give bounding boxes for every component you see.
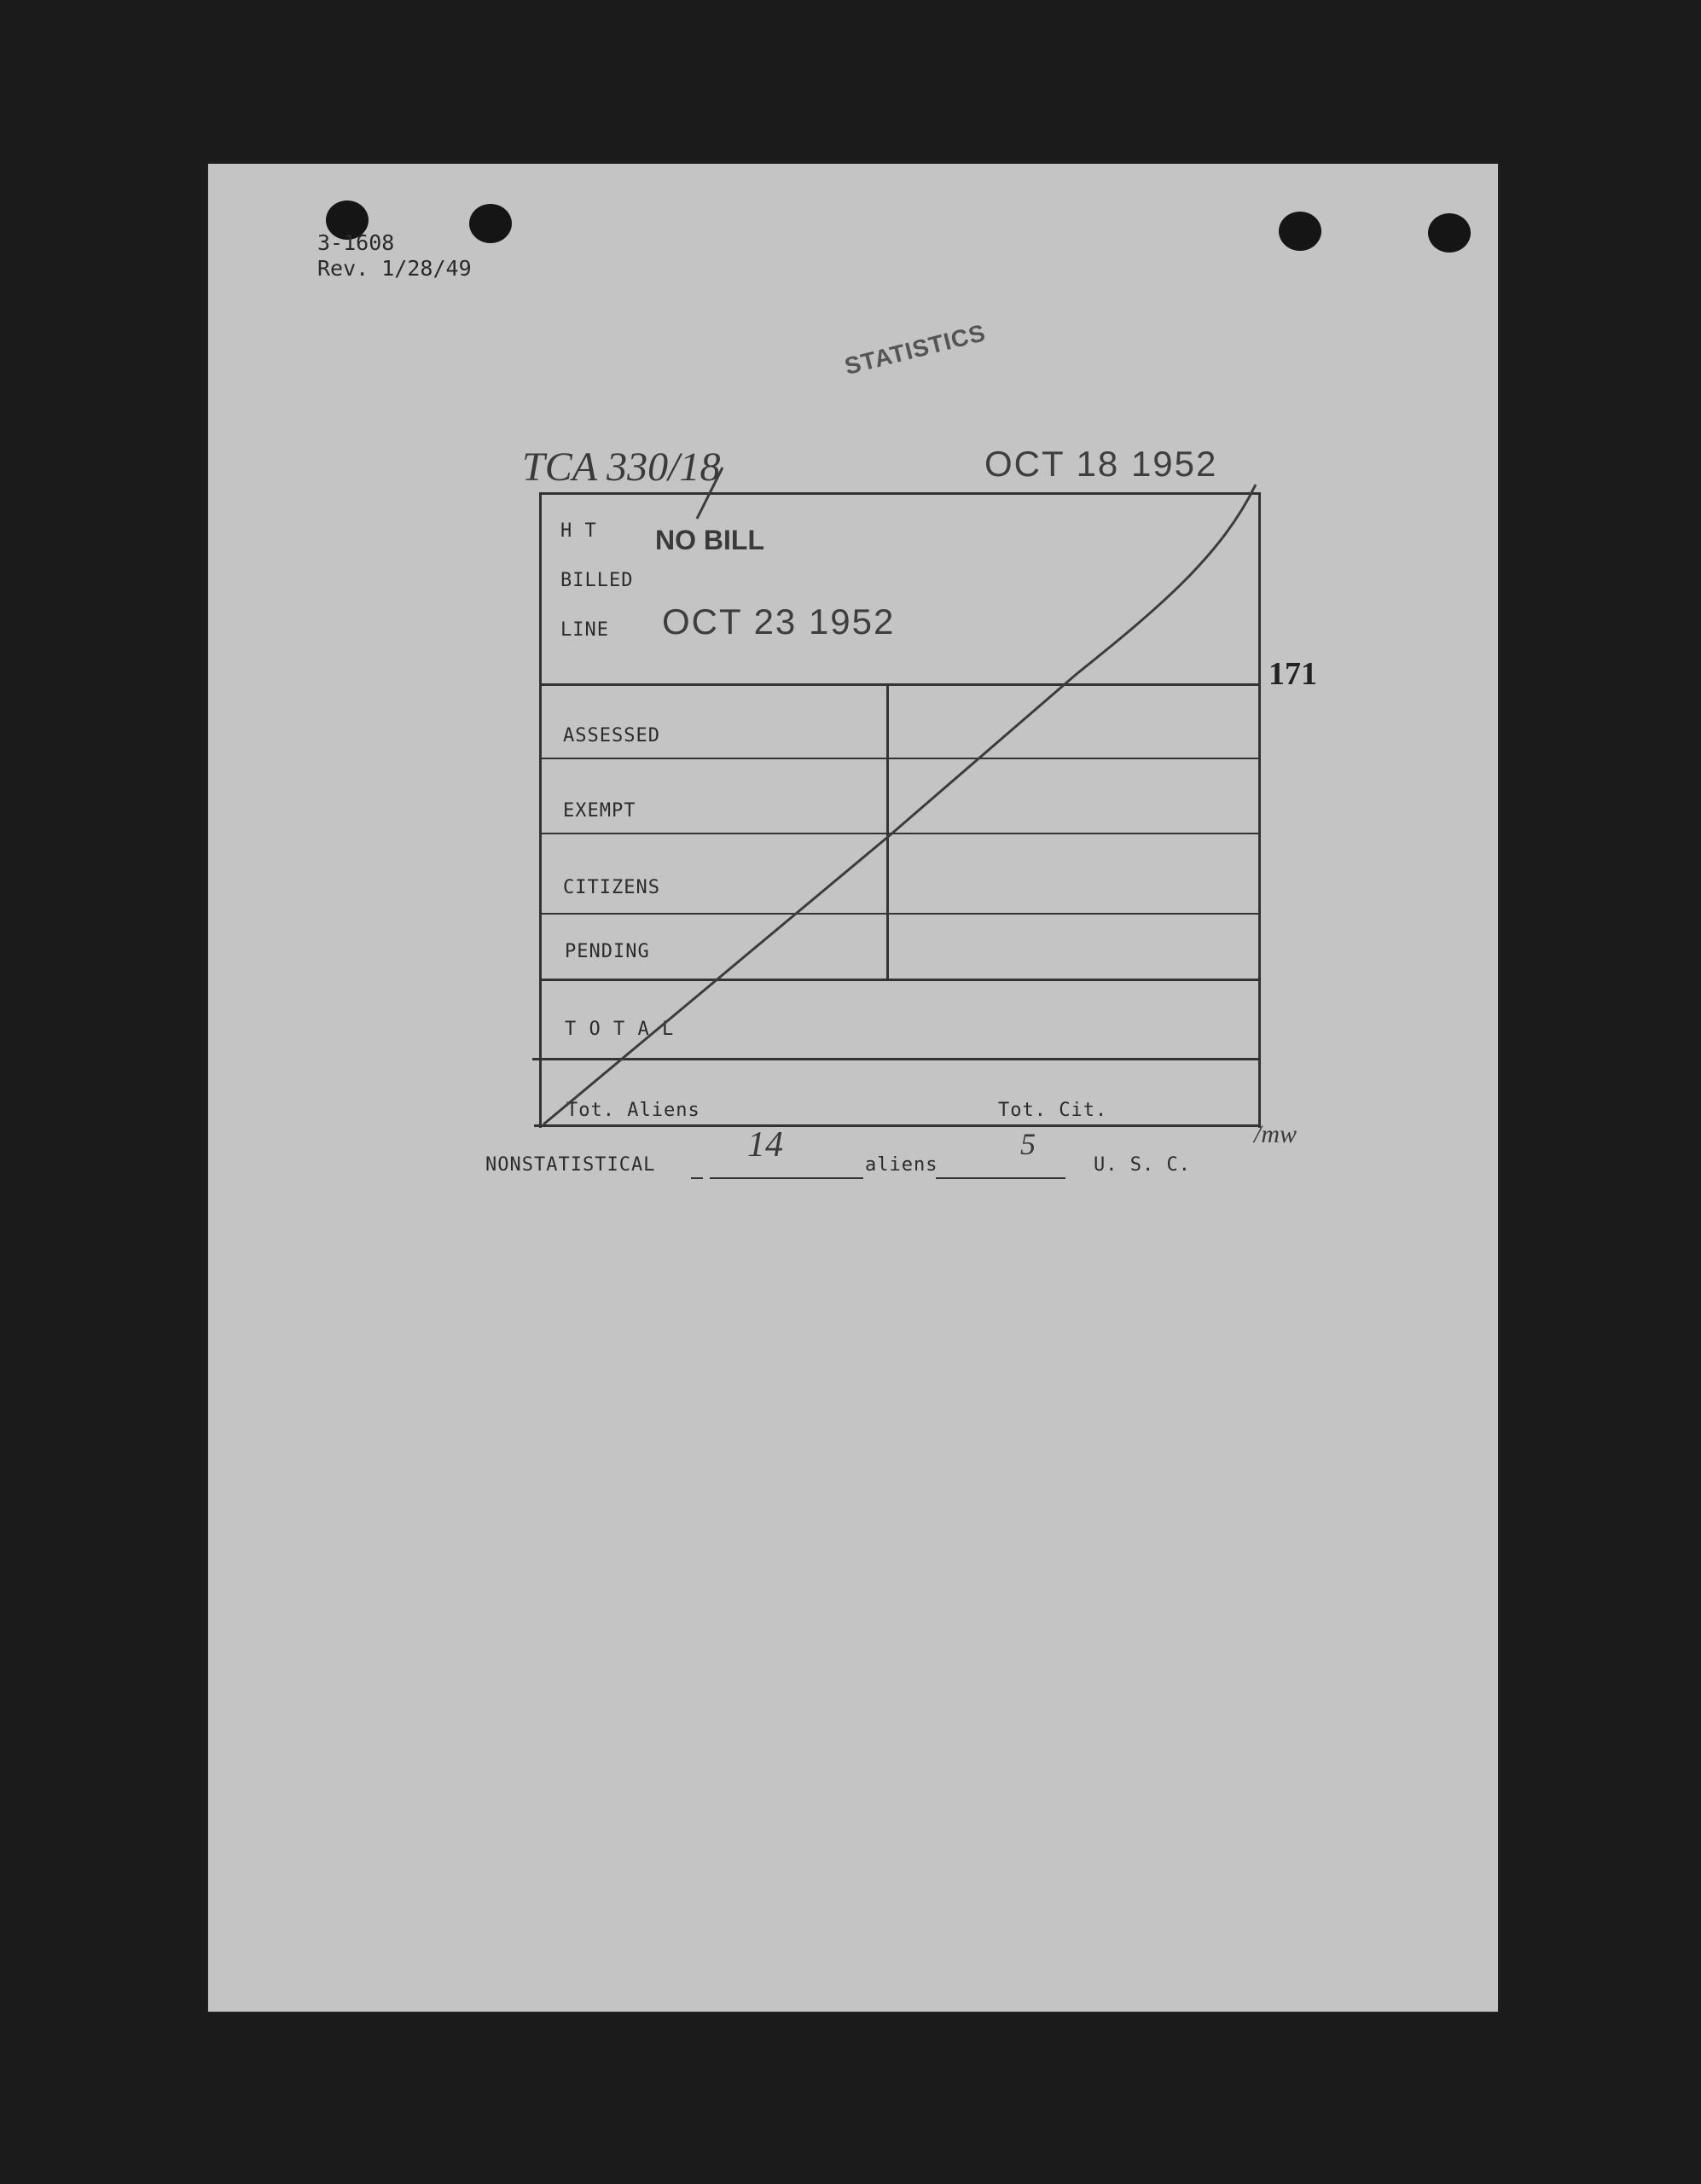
label-billed: BILLED (560, 570, 634, 591)
file-reference: TCA 330/18 (522, 444, 721, 490)
row-total: T O T A L (565, 1019, 675, 1040)
document-page (206, 162, 1500, 2013)
usc-label: U. S. C. (1094, 1154, 1191, 1176)
usc-count: 5 (1020, 1127, 1036, 1161)
tot-aliens-label: Tot. Aliens (566, 1100, 700, 1121)
row-exempt: EXEMPT (563, 800, 636, 822)
row-pending: PENDING (565, 941, 650, 962)
blank-underline (691, 1177, 703, 1179)
nonstatistical-label: NONSTATISTICAL (485, 1154, 656, 1176)
received-date-stamp: OCT 18 1952 (984, 444, 1218, 484)
page-number: 171 (1268, 656, 1317, 692)
row-assessed: ASSESSED (563, 725, 660, 746)
aliens-count: 14 (747, 1125, 783, 1165)
aliens-label: aliens (865, 1154, 938, 1176)
row-citizens: CITIZENS (563, 877, 660, 898)
tot-cit-label: Tot. Cit. (998, 1100, 1108, 1121)
label-line: LINE (560, 619, 609, 641)
initials: /mw (1254, 1120, 1298, 1148)
line-date-stamp: OCT 23 1952 (662, 601, 896, 642)
no-bill-stamp: NO BILL (655, 525, 764, 555)
cancellation-line (206, 162, 1500, 2013)
label-ht: H T (560, 520, 597, 542)
blank-underline (936, 1177, 1065, 1179)
form-number: 3-1608 (317, 230, 395, 255)
form-revision: Rev. 1/28/49 (317, 256, 472, 281)
blank-underline (710, 1177, 863, 1179)
statistics-stamp: STATISTICS (842, 319, 989, 380)
